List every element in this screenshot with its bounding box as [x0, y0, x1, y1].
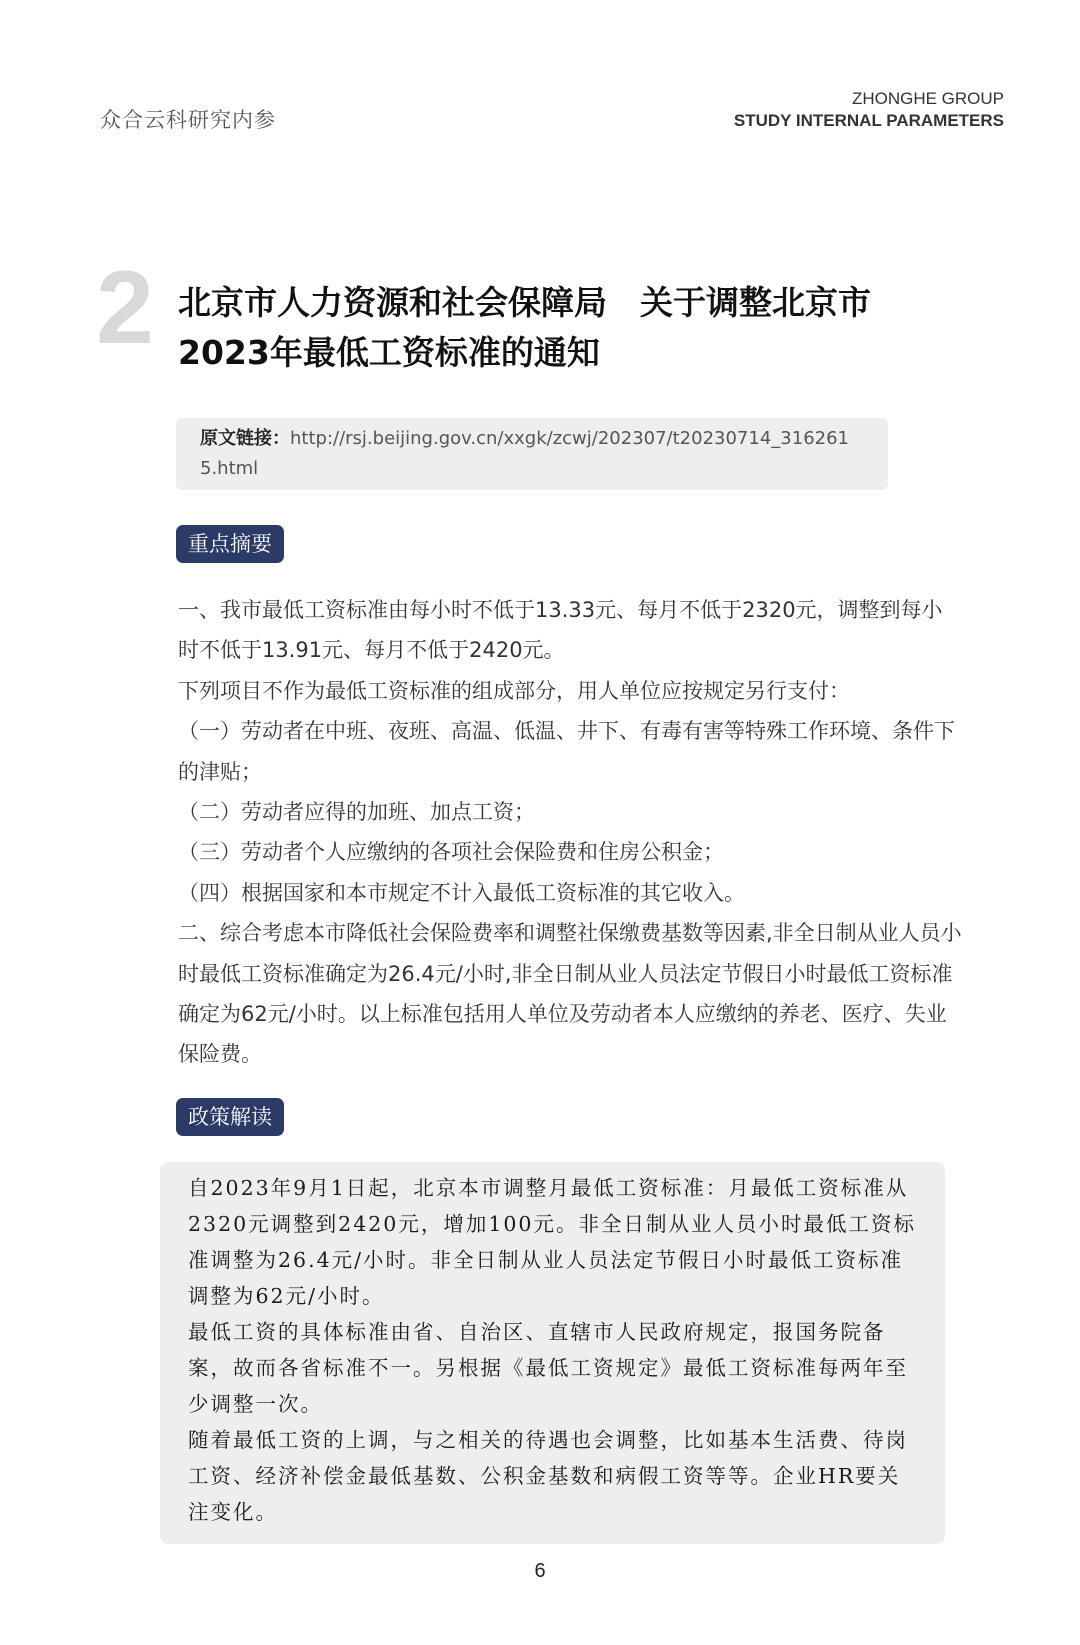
policy-reading-paragraph: 自2023年9月1日起，北京本市调整月最低工资标准：月最低工资标准从2320元调整到2420元，增加100元。非全日制从业人员小时最低工资标准调整为26.4元/小时。非全日制从业人员法定节假日小时最低工资标准调整为62元/小时。: [188, 1176, 916, 1308]
summary-paragraph: 一、我市最低工资标准由每小时不低于13.33元、每月不低于2320元，调整到每小时不低于13.91元、每月不低于2420元。: [178, 598, 943, 663]
policy-reading-paragraph: 最低工资的具体标准由省、自治区、直辖市人民政府规定，报国务院备案，故而各省标准不一。另根据《最低工资规定》最低工资标准每两年至少调整一次。: [188, 1320, 908, 1416]
source-link-label: 原文链接：: [200, 428, 290, 449]
summary-paragraph: 下列项目不作为最低工资标准的组成部分，用人单位应按规定另行支付：: [178, 678, 850, 703]
source-link-url[interactable]: http://rsj.beijing.gov.cn/xxgk/zcwj/202307/t20230714_3162615.html: [200, 428, 850, 479]
summary-paragraph: （一）劳动者在中班、夜班、高温、低温、井下、有毒有害等特殊工作环境、条件下的津贴；: [178, 719, 955, 784]
header-group-line1: ZHONGHE GROUP: [851, 89, 1004, 108]
header-group-name: [734, 88, 1004, 132]
source-link-box: [176, 418, 888, 490]
section-number: 2: [96, 250, 154, 366]
policy-reading-paragraph: 随着最低工资的上调，与之相关的待遇也会调整，比如基本生活费、待岗工资、经济补偿金最低基数、公积金基数和病假工资等等。企业HR要关注变化。: [188, 1428, 908, 1524]
summary-paragraph: （三）劳动者个人应缴纳的各项社会保险费和住房公积金；: [178, 840, 724, 865]
summary-tag: 重点摘要: [176, 525, 284, 563]
policy-reading-box: [160, 1162, 945, 1544]
section-title: 北京市人力资源和社会保障局 关于调整北京市 2023年最低工资标准的通知: [178, 283, 871, 372]
page-number: 6: [534, 1560, 546, 1582]
header-group-line2: STUDY INTERNAL PARAMETERS: [733, 111, 1004, 130]
header-publication-name: 众合云科研究内参: [100, 108, 276, 132]
summary-paragraph: （四）根据国家和本市规定不计入最低工资标准的其它收入。: [178, 880, 745, 905]
policy-reading-tag: 政策解读: [176, 1098, 284, 1136]
summary-paragraph: （二）劳动者应得的加班、加点工资；: [178, 800, 535, 825]
summary-paragraph: 二、综合考虑本市降低社会保险费率和调整社保缴费基数等因素,非全日制从业人员小时最低工资标准确定为26.4元/小时,非全日制从业人员法定节假日小时最低工资标准确定为62元/小时。以上标准包括用人单位及劳动者本人应缴纳的养老、医疗、失业保险费。: [178, 921, 962, 1067]
summary-body: [178, 590, 963, 1075]
